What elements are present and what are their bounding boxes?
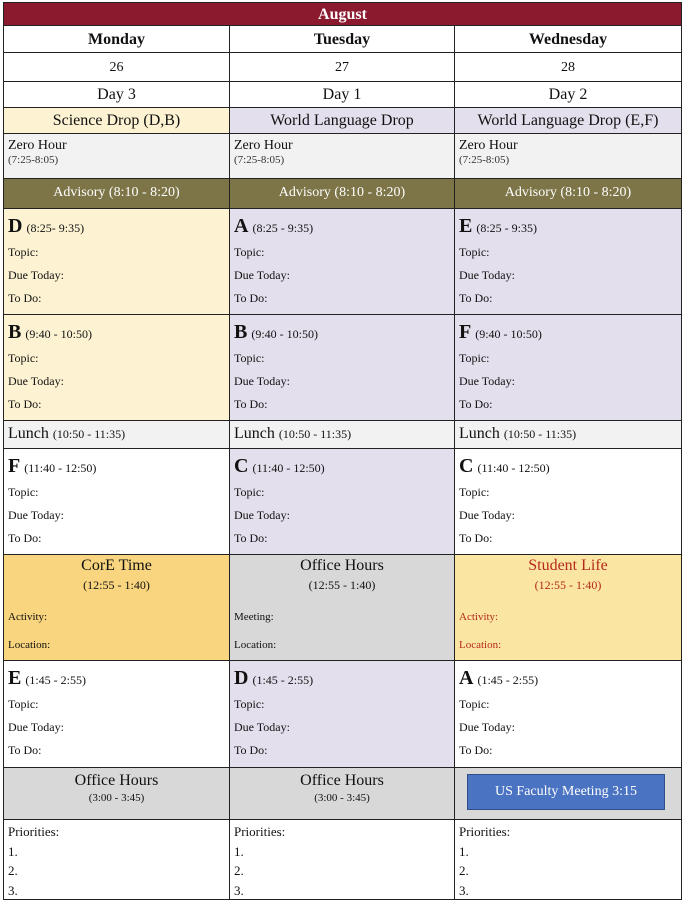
drop-label: World Language Drop (E,F) [455, 108, 682, 134]
topic-label: Topic: [234, 697, 265, 711]
location-label: Location: [8, 639, 51, 651]
drop-label: Science Drop (D,B) [3, 108, 230, 134]
zero-hour-time: (7:25-8:05) [459, 154, 510, 166]
priorities-cell[interactable] [455, 820, 682, 900]
topic-label: Topic: [459, 697, 490, 711]
due-label: Due Today: [8, 508, 64, 522]
topic-label: Topic: [234, 351, 265, 365]
todo-label: To Do: [459, 743, 493, 757]
priorities-cell[interactable] [230, 820, 455, 900]
date-number: 26 [3, 53, 230, 82]
block-letter: C [234, 455, 249, 477]
lunch-label: Lunch [459, 425, 500, 442]
block-time: (11:40 - 12:50) [24, 461, 97, 475]
office-hours-cell[interactable] [230, 768, 455, 820]
block-letter: B [234, 321, 248, 343]
block-time: (9:40 - 10:50) [251, 327, 318, 341]
due-label: Due Today: [459, 508, 515, 522]
todo-label: To Do: [8, 531, 42, 545]
topic-label: Topic: [234, 485, 265, 499]
special-time: (12:55 - 1:40) [534, 578, 602, 592]
priority-item: 1. [459, 843, 469, 859]
core-time-cell[interactable] [3, 555, 230, 661]
priority-item: 3. [459, 882, 469, 898]
day-label: Day 2 [455, 82, 682, 108]
drop-row [3, 108, 682, 134]
drop-label: World Language Drop [230, 108, 455, 134]
faculty-meeting-button[interactable]: US Faculty Meeting 3:15 [467, 774, 665, 810]
block-time: (8:25- 9:35) [26, 221, 85, 235]
day-label-row [3, 82, 682, 108]
lunch-cell[interactable] [455, 421, 682, 449]
due-label: Due Today: [234, 720, 290, 734]
office-hours-cell[interactable] [230, 555, 455, 661]
date-number: 28 [455, 53, 682, 82]
todo-label: To Do: [8, 397, 42, 411]
block-time: (1:45 - 2:55) [25, 673, 86, 687]
special-title: CorE Time [81, 557, 152, 574]
class-block[interactable] [230, 449, 455, 555]
due-label: Due Today: [459, 720, 515, 734]
block-letter: F [459, 321, 472, 343]
block-row-1 [3, 209, 682, 315]
topic-label: Topic: [459, 351, 490, 365]
priority-item: 3. [234, 882, 244, 898]
zero-hour-title: Zero Hour [234, 138, 293, 153]
lunch-cell[interactable] [230, 421, 455, 449]
zero-hour-row [3, 134, 682, 179]
advisory-row [3, 179, 682, 209]
class-block[interactable] [3, 315, 230, 421]
meeting-label: Meeting: [234, 611, 274, 623]
zero-hour-title: Zero Hour [459, 138, 518, 153]
office-hours-title: Office Hours [300, 772, 384, 789]
block-letter: D [234, 667, 249, 689]
zero-hour-cell[interactable] [3, 134, 230, 179]
todo-label: To Do: [459, 531, 493, 545]
priority-item: 2. [234, 863, 244, 878]
todo-label: To Do: [234, 531, 268, 545]
block-row-2 [3, 315, 682, 421]
topic-label: Topic: [234, 245, 265, 259]
special-row [3, 555, 682, 661]
class-block[interactable] [230, 209, 455, 315]
block-letter: C [459, 455, 474, 477]
topic-label: Topic: [459, 485, 490, 499]
advisory-label: Advisory (8:10 - 8:20) [230, 179, 455, 209]
day-label: Day 3 [3, 82, 230, 108]
date-row [3, 53, 682, 82]
day-name: Tuesday [230, 26, 455, 53]
special-time: (12:55 - 1:40) [83, 578, 150, 592]
class-block[interactable] [455, 209, 682, 315]
student-life-cell[interactable] [455, 555, 682, 661]
block-letter: A [234, 215, 249, 237]
block-time: (8:25 - 9:35) [476, 221, 537, 235]
class-block[interactable] [3, 449, 230, 555]
special-title: Office Hours [300, 557, 384, 574]
todo-label: To Do: [459, 291, 493, 305]
office-hours-cell[interactable] [3, 768, 230, 820]
priority-item: 3. [8, 882, 18, 898]
block-row-3 [3, 449, 682, 555]
due-label: Due Today: [459, 268, 515, 282]
office-hours-time: (3:00 - 3:45) [314, 792, 370, 804]
priority-item: 1. [234, 843, 244, 859]
class-block[interactable] [230, 315, 455, 421]
activity-label: Activity: [8, 611, 48, 623]
lunch-time: (10:50 - 11:35) [52, 427, 126, 441]
block-letter: D [8, 215, 23, 237]
class-block[interactable] [3, 661, 230, 768]
lunch-row [3, 421, 682, 449]
block-time: (9:40 - 10:50) [25, 327, 92, 341]
topic-label: Topic: [8, 697, 39, 711]
lunch-time: (10:50 - 11:35) [278, 427, 352, 441]
block-time: (1:45 - 2:55) [477, 673, 539, 687]
class-block[interactable] [455, 661, 682, 768]
todo-label: To Do: [234, 397, 268, 411]
priorities-cell[interactable] [3, 820, 230, 900]
topic-label: Topic: [8, 351, 39, 365]
due-label: Due Today: [8, 720, 64, 734]
weekly-calendar [3, 2, 682, 900]
lunch-label: Lunch [8, 425, 49, 442]
office-hours-title: Office Hours [74, 772, 159, 789]
priority-item: 2. [459, 863, 469, 878]
block-row-4 [3, 661, 682, 768]
due-label: Due Today: [234, 374, 290, 388]
location-label: Location: [459, 639, 502, 651]
class-block[interactable] [455, 449, 682, 555]
todo-label: To Do: [459, 397, 493, 411]
priorities-label: Priorities: [459, 824, 511, 839]
special-time: (12:55 - 1:40) [308, 578, 376, 592]
location-label: Location: [234, 639, 277, 651]
priority-item: 1. [8, 843, 18, 859]
day-name-row [3, 26, 682, 53]
due-label: Due Today: [234, 268, 290, 282]
advisory-label: Advisory (8:10 - 8:20) [3, 179, 230, 209]
day-label: Day 1 [230, 82, 455, 108]
class-block[interactable] [3, 209, 230, 315]
advisory-label: Advisory (8:10 - 8:20) [455, 179, 682, 209]
class-block[interactable] [230, 661, 455, 768]
zero-hour-time: (7:25-8:05) [234, 154, 285, 166]
special-title: Student Life [528, 557, 608, 574]
lunch-label: Lunch [234, 425, 275, 442]
block-letter: A [459, 667, 474, 689]
due-label: Due Today: [8, 268, 64, 282]
block-time: (11:40 - 12:50) [252, 461, 325, 475]
due-label: Due Today: [459, 374, 515, 388]
block-time: (1:45 - 2:55) [252, 673, 314, 687]
topic-label: Topic: [8, 485, 39, 499]
date-number: 27 [230, 53, 455, 82]
block-letter: E [8, 667, 22, 689]
priorities-row [3, 820, 682, 900]
lunch-cell[interactable] [3, 421, 230, 449]
block-letter: E [459, 215, 473, 237]
day-name: Wednesday [455, 26, 682, 53]
zero-hour-cell[interactable] [230, 134, 455, 179]
todo-label: To Do: [8, 743, 42, 757]
month-header: August [3, 2, 682, 26]
day-name: Monday [3, 26, 230, 53]
due-label: Due Today: [234, 508, 290, 522]
zero-hour-time: (7:25-8:05) [8, 154, 59, 166]
priorities-label: Priorities: [8, 824, 60, 839]
topic-label: Topic: [8, 245, 39, 259]
activity-label: Activity: [459, 611, 499, 623]
zero-hour-title: Zero Hour [8, 138, 67, 153]
office-hours-time: (3:00 - 3:45) [88, 792, 145, 804]
topic-label: Topic: [459, 245, 490, 259]
priorities-label: Priorities: [234, 824, 286, 839]
class-block[interactable] [455, 315, 682, 421]
block-time: (11:40 - 12:50) [477, 461, 550, 475]
todo-label: To Do: [8, 291, 42, 305]
todo-label: To Do: [234, 291, 268, 305]
block-time: (8:25 - 9:35) [252, 221, 314, 235]
zero-hour-cell[interactable] [455, 134, 682, 179]
block-time: (9:40 - 10:50) [475, 327, 542, 341]
priority-item: 2. [8, 863, 18, 878]
todo-label: To Do: [234, 743, 268, 757]
lunch-time: (10:50 - 11:35) [503, 427, 577, 441]
block-letter: B [8, 321, 22, 343]
due-label: Due Today: [8, 374, 64, 388]
block-letter: F [8, 455, 21, 477]
